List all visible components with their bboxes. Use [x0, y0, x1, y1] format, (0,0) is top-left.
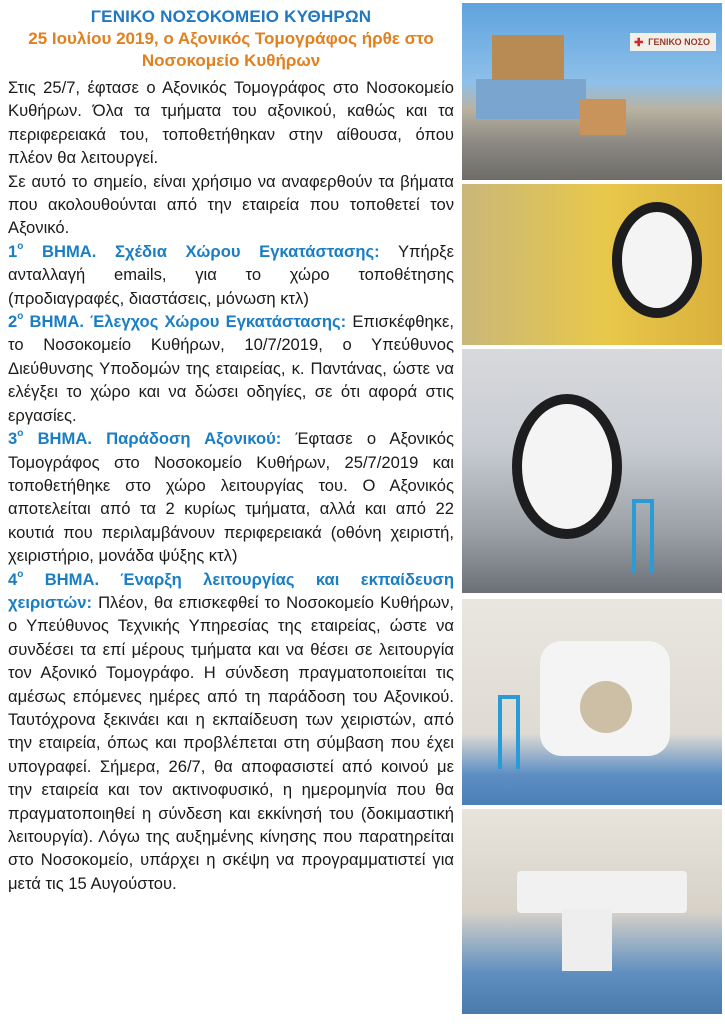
gantry-ring-shape: [612, 202, 702, 318]
article-column: [8, 6, 454, 895]
cargo-boxes: [492, 35, 564, 80]
step-1-heading: [8, 242, 380, 261]
step-2: [8, 310, 454, 427]
patient-table-shape: [517, 871, 687, 913]
table-pedestal-shape: [562, 909, 612, 971]
page-title: ΓΕΝΙΚΟ ΝΟΣΟΚΟΜΕΙΟ ΚΥΘΗΡΩΝ: [90, 7, 372, 26]
sign-text: ΓΕΝΙΚΟ ΝΟΣΟ: [648, 37, 710, 47]
red-cross-icon: ✚: [634, 37, 644, 49]
step-number: 1: [8, 241, 18, 261]
step-label: ΒΗΜΑ. Σχέδια Χώρου Εγκατάστασης:: [42, 241, 380, 261]
intro-paragraph: Στις 25/7, έφτασε ο Αξονικός Τομογράφος στο Νοσοκομείο Κυθήρων. Όλα τα τμήματα του αξονικού, καθώς και τα περιφερειακά του, τοποθετήθηκαν στην αίθουσα, όπου πλέον θα λειτουργεί.: [8, 78, 454, 168]
step-4-text: Πλέον, θα επισκεφθεί το Νοσοκομείο Κυθήρων, ο Υπεύθυνος Τεχνικής Υπηρεσίας της εταιρείας, ώστε να συνδέσει τα επί μέρους τμήματα και να θέσει σε λειτουργία τον Αξονικό Τομογράφο. Η σύνδεση πραγματοποιείται τις αμέσως επόμενες ημέρες από τη παράδοση του Αξονικού. Ταυτόχρονα ξεκινάει και η εκπαίδευση των χειριστών, από την εταιρεία, όπως και προβλέπεται στη σύμβαση που έχει υπογραφεί. Σήμερα, 26/7, θα αποφασιστεί από κοινού με την εταιρεία και τον ακτινοφυσικό, η ημερομηνία που θα πραγματοποιηθεί η σύνδεση και εκκίνησή του (δοκιμαστική λειτουργία). Λόγω της αυξημένης κίνησης που παρατηρείται στο Νοσοκομείο, υπάρχει η σκέψη να προγραμματιστεί για μετά τις 15 Αυγούστου.: [8, 592, 454, 893]
hospital-sign: [630, 33, 716, 51]
photo-ct-scanner-room: [462, 599, 722, 805]
step-ordinal: ο: [17, 428, 24, 440]
gantry-ring-shape: [512, 394, 622, 539]
step-1-text: Υπήρξε ανταλλαγή emails, για το χώρο τοποθέτησης (προδιαγραφές, διαστάσεις, μόνωση κτλ): [8, 241, 454, 308]
step-ordinal: ο: [17, 240, 24, 252]
step-3-heading: [8, 429, 281, 448]
step-1: [8, 240, 454, 310]
hand-truck-shape: [632, 499, 654, 573]
step-2-text: Επισκέφθηκε, το Νοσοκομείο Κυθήρων, 10/7/2019, ο Υπεύθυνος Διεύθυνσης Υποδομών της εταιρείας, κ. Παντάνας, ώστε να ελέγξει το χώρο και να δώσει οδηγίες, σε ότι αφορά στις εργασίες.: [8, 312, 454, 425]
step-3-text: Έφτασε ο Αξονικός Τομογράφος στο Νοσοκομείο Κυθήρων, 25/7/2019 και τοποθετήθηκε στο χώρο λειτουργίας του. Ο Αξονικός αποτελείται από τα 2 κυρίως τμήματα, αλλά και από 22 κουτιά που περιλαμβάνουν περιφερειακά (οθόνη χειριστή, χειριστήριο, μονάδα ψύξης κτλ): [8, 429, 454, 566]
subtitle-line-1: 25 Ιουλίου 2019, ο Αξονικός Τομογράφος ήρθε στο: [28, 29, 434, 48]
photo-patient-table: [462, 809, 722, 1014]
ct-bore-shape: [580, 681, 632, 733]
crate-shape: [580, 99, 626, 135]
step-4: [8, 568, 454, 896]
step-2-heading: [8, 312, 346, 331]
step-label: ΒΗΜΑ. Παράδοση Αξονικού:: [37, 429, 282, 449]
step-number: 3: [8, 429, 18, 449]
step-ordinal: ο: [17, 568, 24, 580]
hand-truck-shape: [498, 695, 520, 769]
step-number: 4: [8, 569, 18, 589]
photo-delivery-truck: [462, 3, 722, 180]
photo-gantry-corridor: [462, 349, 722, 593]
photo-gantry-outdoor: [462, 184, 722, 345]
step-label: ΒΗΜΑ. Έλεγχος Χώρου Εγκατάστασης:: [29, 312, 347, 332]
truck-shape: [476, 79, 586, 119]
step-label: ΒΗΜΑ. Έναρξη λειτουργίας και εκπαίδευση χειριστών:: [8, 569, 454, 612]
subtitle-line-2: Νοσοκομείο Κυθήρων: [141, 51, 321, 70]
step-ordinal: ο: [17, 311, 24, 323]
step-number: 2: [8, 312, 18, 332]
intro-paragraph-2: Σε αυτό το σημείο, είναι χρήσιμο να αναφερθούν τα βήματα που ακολουθούνται από την εταιρεία που τοποθετεί τον Αξονικό.: [8, 171, 454, 238]
step-3: [8, 427, 454, 567]
